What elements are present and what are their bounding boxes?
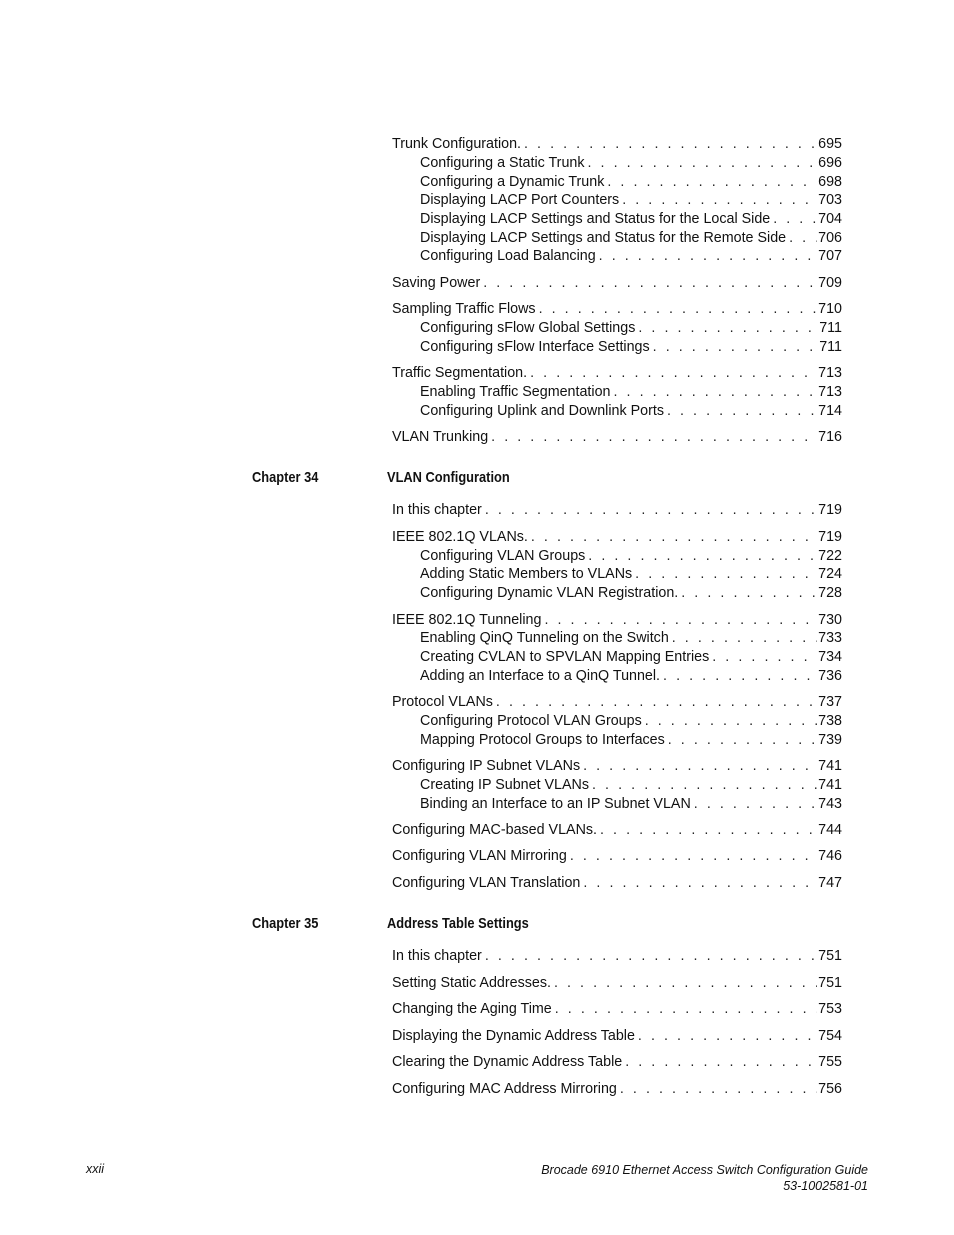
toc-entry-page: 710 [818, 301, 842, 317]
toc-entry[interactable] [420, 229, 842, 247]
toc-leader-dots [694, 795, 817, 813]
toc-entry-title: Displaying LACP Settings and Status for the Remote Side [420, 230, 787, 246]
toc-entry-title: Clearing the Dynamic Address Table [392, 1054, 623, 1070]
toc-entry-title: Configuring VLAN Mirroring [392, 848, 567, 864]
toc-entry[interactable] [420, 648, 842, 666]
toc-entry-title: Configuring VLAN Translation [392, 875, 581, 891]
toc-entry-page: 737 [818, 694, 842, 710]
toc-entry-page: 706 [818, 230, 842, 246]
toc-entry-page: 714 [818, 403, 842, 419]
toc-leader-dots [599, 247, 817, 265]
toc-entry-title: In this chapter [392, 948, 482, 964]
toc-entry[interactable] [392, 947, 842, 965]
toc-leader-dots [483, 274, 817, 292]
toc-entry-page: 747 [818, 875, 842, 891]
toc-entry-page: 719 [818, 529, 842, 545]
toc-leader-dots [613, 383, 817, 401]
toc-entry[interactable] [420, 383, 842, 401]
toc-leader-dots [583, 757, 817, 775]
toc-entry[interactable] [420, 210, 842, 228]
toc-leader-dots [539, 300, 818, 318]
toc-leader-dots [672, 629, 817, 647]
toc-entry[interactable] [420, 154, 842, 172]
toc-entry-title: Enabling Traffic Segmentation [420, 384, 611, 400]
toc-entry-title: Displaying LACP Settings and Status for the Local Side [420, 211, 771, 227]
toc-entry-page: 719 [818, 502, 842, 518]
toc-leader-dots [496, 693, 817, 711]
toc-leader-dots [635, 565, 817, 583]
toc-leader-dots [645, 712, 817, 730]
toc-entry-page: 724 [818, 566, 842, 582]
toc-leader-dots [531, 528, 817, 546]
footer-guide-title: Brocade 6910 Ethernet Access Switch Configuration Guide [541, 1163, 868, 1177]
chapter-label: Chapter 34 [252, 470, 319, 486]
toc-leader-dots [789, 229, 817, 247]
toc-entry[interactable] [420, 667, 842, 685]
chapter-title: Address Table Settings [387, 916, 529, 932]
toc-entry-page: 743 [818, 796, 842, 812]
toc-entry[interactable] [392, 274, 842, 292]
toc-leader-dots [653, 338, 819, 356]
toc-entry-page: 730 [818, 612, 842, 628]
toc-entry-title: Configuring Protocol VLAN Groups [420, 713, 642, 729]
toc-leader-dots [524, 135, 817, 153]
toc-entry[interactable] [392, 1053, 842, 1071]
toc-entry-page: 716 [818, 429, 842, 445]
toc-entry-page: 711 [819, 339, 842, 355]
toc-entry[interactable] [392, 428, 842, 446]
footer-doc-number: 53-1002581-01 [783, 1179, 868, 1193]
toc-leader-dots [588, 547, 817, 565]
toc-entry-page: 728 [818, 585, 842, 601]
toc-entry[interactable] [392, 300, 842, 318]
toc-entry-title: Configuring MAC Address Mirroring [392, 1081, 617, 1097]
toc-entry-title: Sampling Traffic Flows [392, 301, 536, 317]
toc-entry[interactable] [392, 364, 842, 382]
toc-leader-dots [544, 611, 817, 629]
toc-entry[interactable] [420, 547, 842, 565]
toc-entry-title: Configuring sFlow Global Settings [420, 320, 636, 336]
toc-leader-dots [681, 584, 817, 602]
toc-entry-page: 733 [818, 630, 842, 646]
toc-entry-title: Creating CVLAN to SPVLAN Mapping Entries [420, 649, 710, 665]
toc-entry-title: VLAN Trunking [392, 429, 489, 445]
toc-entry-title: Configuring a Static Trunk [420, 155, 585, 171]
toc-entry-page: 713 [818, 365, 842, 381]
toc-entry-page: 704 [818, 211, 842, 227]
toc-entry-page: 709 [818, 275, 842, 291]
toc-leader-dots [638, 319, 818, 337]
toc-leader-dots [667, 402, 817, 420]
toc-entry-title: Configuring sFlow Interface Settings [420, 339, 650, 355]
toc-entry-page: 707 [818, 248, 842, 264]
toc-leader-dots [607, 173, 817, 191]
toc-entry[interactable] [420, 173, 842, 191]
toc-leader-dots [638, 1027, 817, 1045]
toc-entry-title: IEEE 802.1Q Tunneling [392, 612, 542, 628]
toc-entry-title: Configuring Uplink and Downlink Ports [420, 403, 664, 419]
toc-entry-title: Setting Static Addresses. [392, 975, 551, 991]
toc-entry-title: Displaying the Dynamic Address Table [392, 1028, 635, 1044]
toc-leader-dots [668, 731, 817, 749]
toc-entry-title: Configuring Load Balancing [420, 248, 596, 264]
toc-leader-dots [592, 776, 817, 794]
toc-entry-title: Displaying LACP Port Counters [420, 192, 620, 208]
toc-leader-dots [622, 191, 817, 209]
toc-leader-dots [583, 874, 817, 892]
toc-entry[interactable] [420, 584, 842, 602]
toc-entry[interactable] [420, 247, 842, 265]
toc-entry[interactable] [392, 611, 842, 629]
toc-entry-page: 696 [818, 155, 842, 171]
toc-entry-title: In this chapter [392, 502, 482, 518]
toc-entry[interactable] [420, 565, 842, 583]
toc-leader-dots [485, 501, 817, 519]
toc-leader-dots [491, 428, 817, 446]
toc-entry-page: 738 [818, 713, 842, 729]
toc-entry[interactable] [420, 731, 842, 749]
toc-leader-dots [485, 947, 817, 965]
toc-entry[interactable] [420, 795, 842, 813]
toc-entry-title: Configuring VLAN Groups [420, 548, 586, 564]
toc-entry-page: 711 [819, 320, 842, 336]
toc-leader-dots [570, 847, 817, 865]
toc-entry-page: 741 [818, 777, 842, 793]
toc-entry-title: Adding Static Members to VLANs [420, 566, 633, 582]
toc-entry-page: 751 [818, 975, 842, 991]
toc-leader-dots [588, 154, 818, 172]
toc-entry[interactable] [392, 1027, 842, 1045]
toc-entry-title: Trunk Configuration. [392, 136, 521, 152]
toc-leader-dots [773, 210, 817, 228]
toc-entry-page: 744 [818, 822, 842, 838]
toc-entry-page: 746 [818, 848, 842, 864]
toc-entry-title: Mapping Protocol Groups to Interfaces [420, 732, 665, 748]
toc-entry-page: 753 [818, 1001, 842, 1017]
toc-entry-page: 739 [818, 732, 842, 748]
toc-entry-title: Configuring Dynamic VLAN Registration. [420, 585, 679, 601]
toc-entry-page: 695 [818, 136, 842, 152]
toc-entry-title: Enabling QinQ Tunneling on the Switch [420, 630, 669, 646]
toc-entry[interactable] [392, 501, 842, 519]
chapter-label: Chapter 35 [252, 916, 319, 932]
toc-entry[interactable] [392, 135, 842, 153]
toc-entry-title: Binding an Interface to an IP Subnet VLAN [420, 796, 691, 812]
toc-entry[interactable] [392, 847, 842, 865]
toc-entry-title: Configuring MAC-based VLANs. [392, 822, 598, 838]
toc-leader-dots [663, 667, 817, 685]
toc-entry-page: 751 [818, 948, 842, 964]
chapter-title: VLAN Configuration [387, 470, 510, 486]
toc-entry-page: 741 [818, 758, 842, 774]
toc-entry[interactable] [420, 338, 842, 356]
toc-entry-title: Configuring IP Subnet VLANs [392, 758, 581, 774]
toc-leader-dots [625, 1053, 817, 1071]
toc-entry-title: Creating IP Subnet VLANs [420, 777, 590, 793]
toc-entry[interactable] [392, 874, 842, 892]
toc-leader-dots [620, 1080, 817, 1098]
toc-entry[interactable] [420, 402, 842, 420]
toc-entry[interactable] [392, 757, 842, 775]
toc-entry[interactable] [420, 319, 842, 337]
toc-entry[interactable] [392, 528, 842, 546]
footer-page-number: xxii [86, 1162, 105, 1176]
footer-doc-info [541, 1162, 868, 1194]
toc-entry[interactable] [392, 1080, 842, 1098]
toc-entry-title: Traffic Segmentation. [392, 365, 528, 381]
toc-entry-page: 713 [818, 384, 842, 400]
toc-entry-title: Protocol VLANs [392, 694, 493, 710]
toc-entry[interactable] [420, 712, 842, 730]
toc-leader-dots [600, 821, 817, 839]
toc-leader-dots [712, 648, 817, 666]
toc-entry-title: Changing the Aging Time [392, 1001, 552, 1017]
toc-leader-dots [554, 974, 817, 992]
toc-leader-dots [555, 1000, 817, 1018]
toc-leader-dots [530, 364, 817, 382]
toc-entry-page: 736 [818, 668, 842, 684]
toc-entry-page: 756 [818, 1081, 842, 1097]
toc-entry-page: 703 [818, 192, 842, 208]
toc-entry[interactable] [420, 629, 842, 647]
toc-entry[interactable] [392, 974, 842, 992]
toc-entry[interactable] [420, 191, 842, 209]
toc-entry[interactable] [392, 693, 842, 711]
toc-entry-page: 755 [818, 1054, 842, 1070]
toc-entry-page: 698 [818, 174, 842, 190]
toc-entry-page: 734 [818, 649, 842, 665]
toc-entry-title: IEEE 802.1Q VLANs. [392, 529, 528, 545]
toc-entry-page: 754 [818, 1028, 842, 1044]
toc-entry[interactable] [392, 821, 842, 839]
toc-entry-title: Configuring a Dynamic Trunk [420, 174, 605, 190]
toc-entry-title: Saving Power [392, 275, 481, 291]
toc-entry-page: 722 [818, 548, 842, 564]
toc-entry[interactable] [420, 776, 842, 794]
toc-entry[interactable] [392, 1000, 842, 1018]
toc-entry-title: Adding an Interface to a QinQ Tunnel. [420, 668, 661, 684]
